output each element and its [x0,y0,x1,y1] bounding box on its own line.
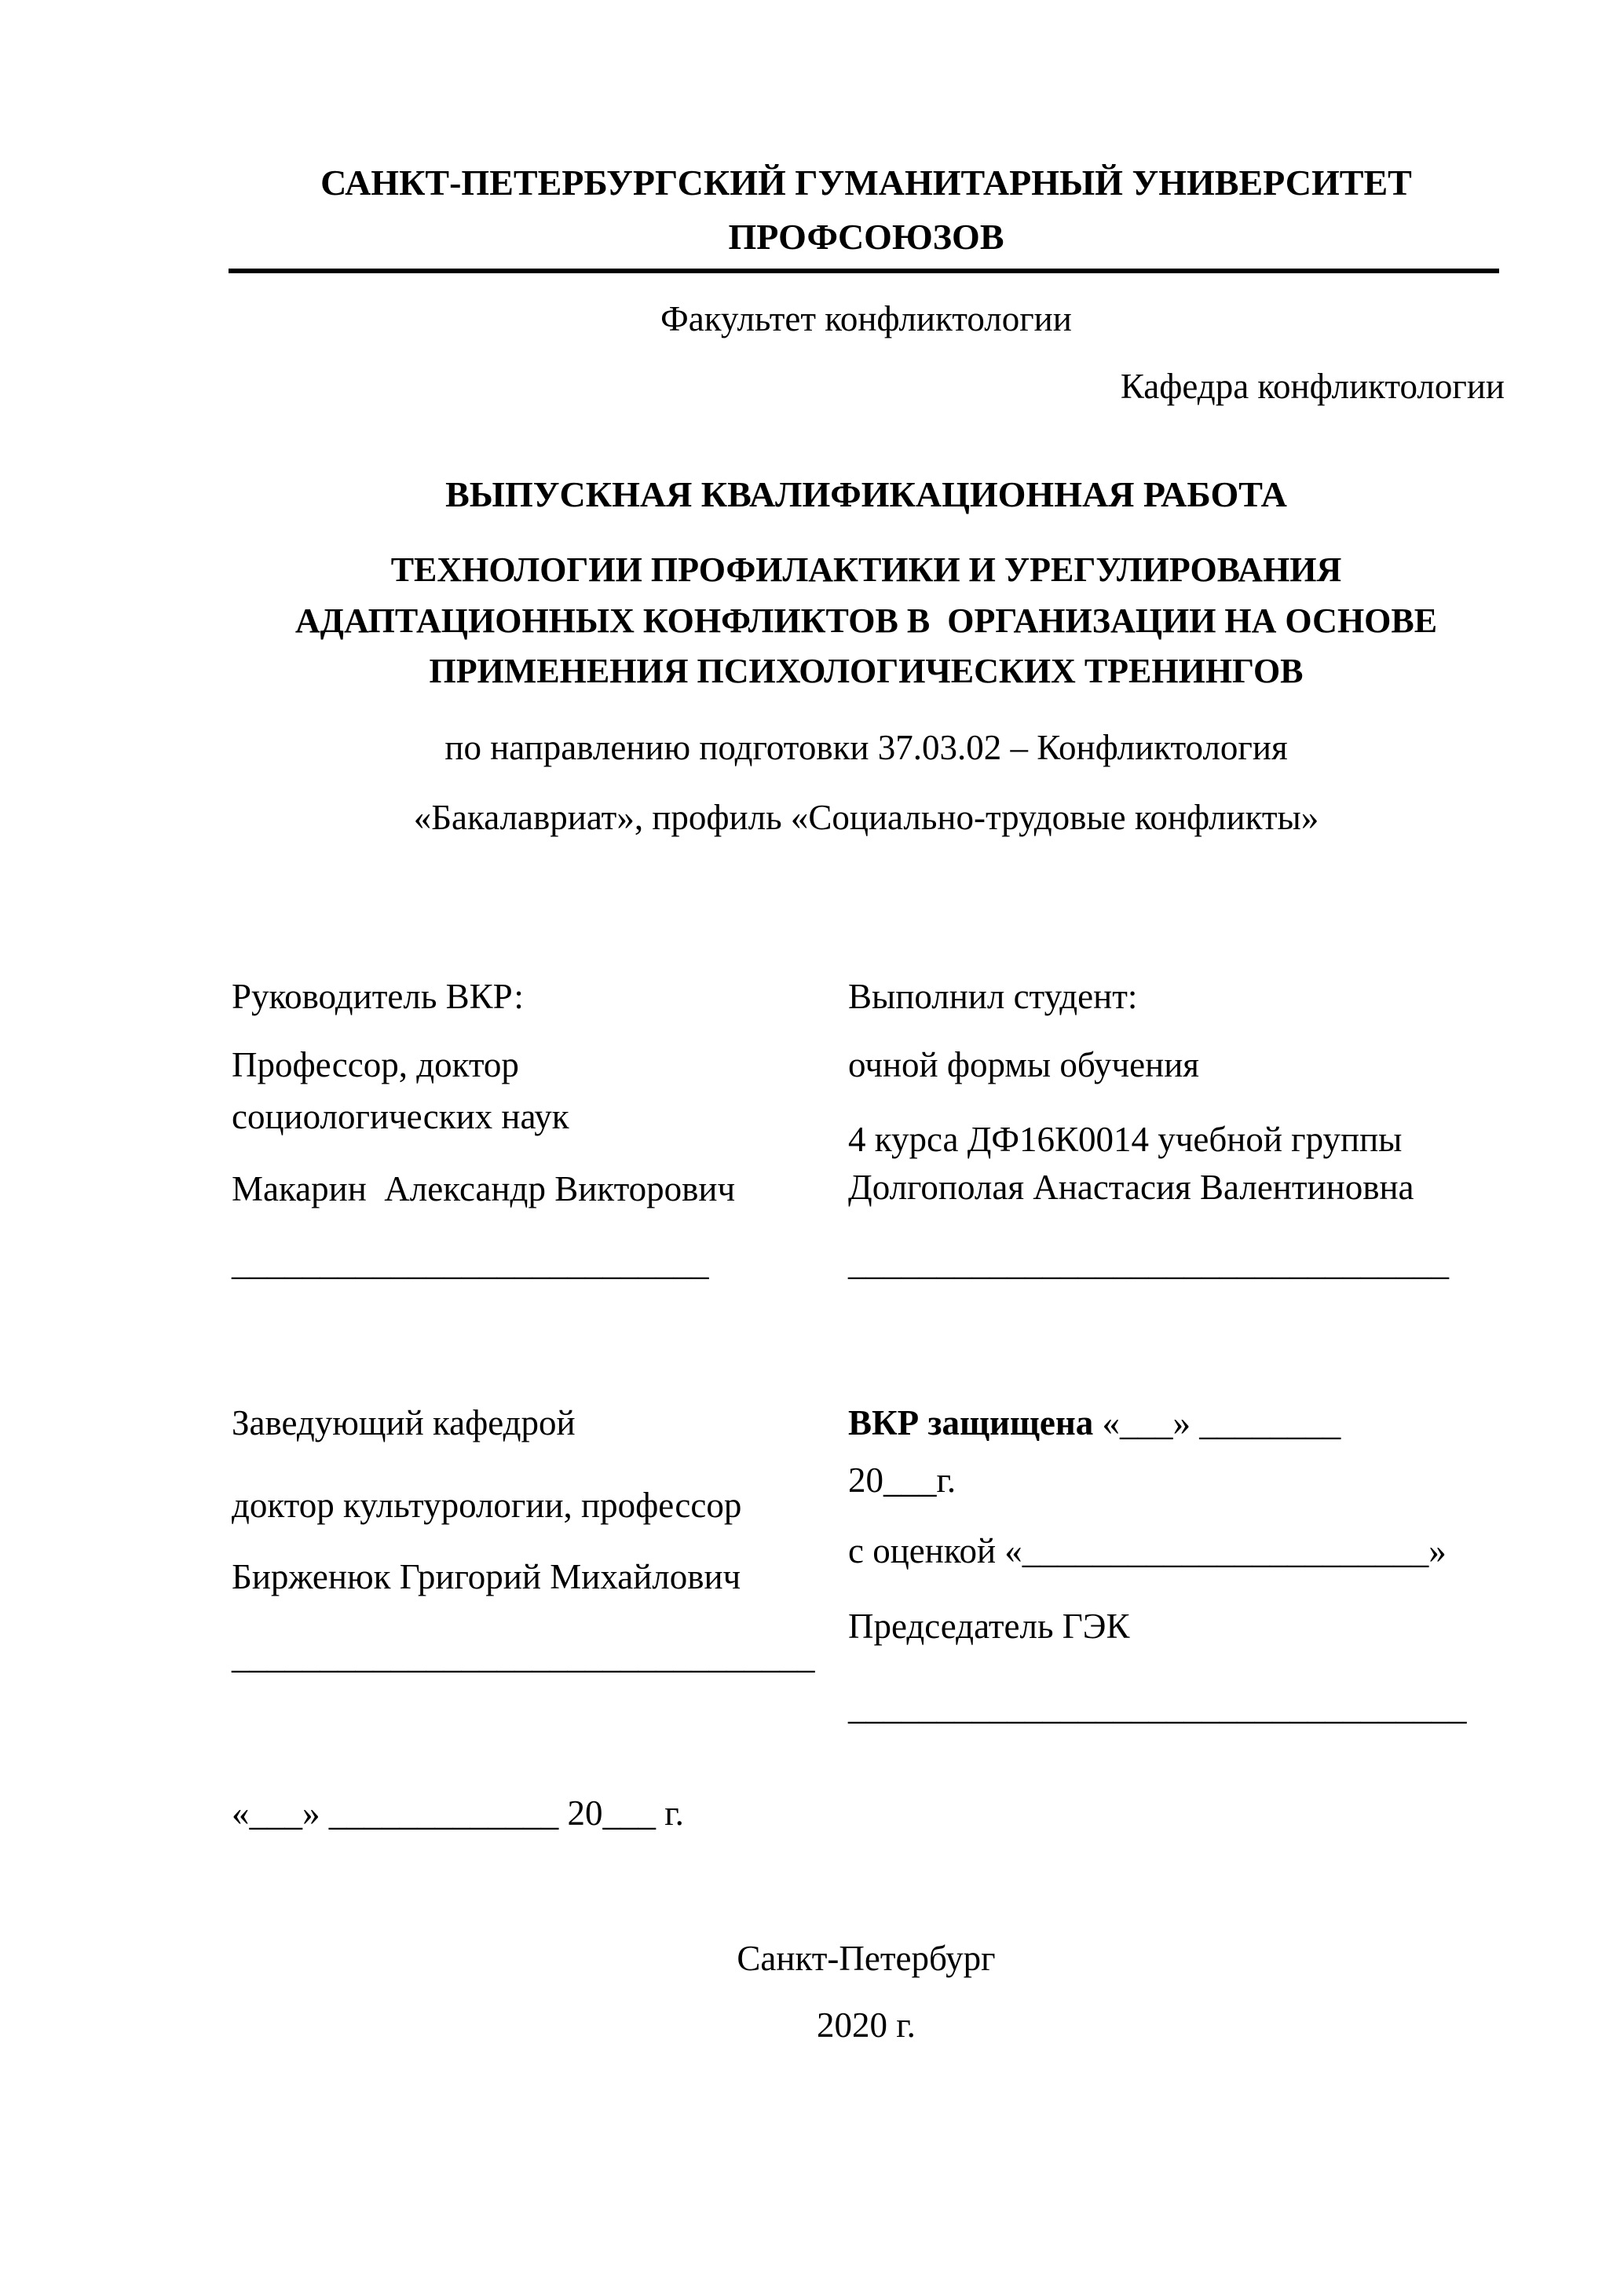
university-name-line1: САНКТ-ПЕТЕРБУРГСКИЙ ГУМАНИТАРНЫЙ УНИВЕРСИТЕТ [320,163,1412,203]
profile-line: «Бакалавриат», профиль «Социально-трудовые конфликты» [413,798,1319,837]
defense-date-blank: «___» ________ [1093,1403,1341,1442]
student-label: Выполнил студент: [848,977,1138,1016]
defense-label: ВКР защищена [848,1403,1094,1442]
department-head-degree: доктор культурологии, профессор [232,1486,742,1525]
department-line: Кафедра конфликтологии [1120,367,1505,406]
work-type-heading: ВЫПУСКНАЯ КВАЛИФИКАЦИОННАЯ РАБОТА [445,474,1287,514]
supervisor-degree-line2: социологических наук [232,1097,569,1136]
university-name-line2: ПРОФСОЮЗОВ [728,217,1004,257]
department-head-label: Заведующий кафедрой [232,1403,576,1442]
year-line: 2020 г. [817,2005,916,2045]
supervisor-name: Макарин Александр Викторович [232,1169,736,1208]
department-head-signature-line: _________________________________ [232,1636,815,1676]
approval-date-line: «___» _____________ 20___ г. [232,1793,684,1833]
defense-date-line [848,1403,1508,1444]
student-name: Долгополая Анастасия Валентиновна [848,1168,1414,1207]
gec-chairman-label: Председатель ГЭК [848,1607,1130,1646]
student-signature-line: __________________________________ [848,1243,1449,1282]
supervisor-degree-line1: Профессор, доктор [232,1045,519,1084]
thesis-title-line2: АДАПТАЦИОННЫХ КОНФЛИКТОВ В ОРГАНИЗАЦИИ НА ОСНОВЕ [294,601,1438,640]
supervisor-signature-line: ___________________________ [232,1243,709,1282]
thesis-title-line1: ТЕХНОЛОГИИ ПРОФИЛАКТИКИ И УРЕГУЛИРОВАНИЯ [390,550,1342,589]
header-divider-rule [229,269,1499,273]
thesis-title-line3: ПРИМЕНЕНИЯ ПСИХОЛОГИЧЕСКИХ ТРЕНИНГОВ [429,652,1304,690]
defense-grade-line: с оценкой «_______________________» [848,1531,1447,1570]
department-head-name: Бирженюк Григорий Михайлович [232,1557,741,1596]
city-line: Санкт-Петербург [737,1939,996,1978]
faculty-line: Факультет конфликтологии [660,299,1072,338]
gec-chairman-signature-line: ___________________________________ [848,1687,1467,1727]
student-study-form: очной формы обучения [848,1045,1199,1084]
supervisor-label: Руководитель ВКР: [232,977,524,1016]
student-group: 4 курса ДФ16К0014 учебной группы [848,1120,1403,1159]
defense-year-blank: 20___г. [848,1461,956,1500]
program-line: по направлению подготовки 37.03.02 – Конфликтология [444,728,1288,767]
